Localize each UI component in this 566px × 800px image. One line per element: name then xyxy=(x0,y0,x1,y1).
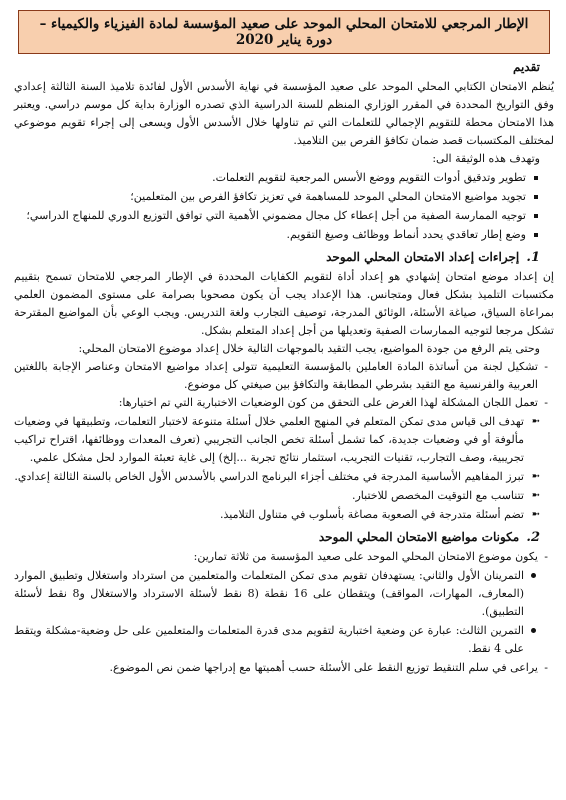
section1-heading xyxy=(14,249,540,266)
section2-heading-text: مكونات مواضيع الامتحان المحلي الموحد xyxy=(318,530,520,544)
list-item: - تعمل اللجان المشكلة لهذا الغرض على التحقق من كون الوضعيات الاختبارية التي تم اختيارها: xyxy=(14,394,554,412)
dot-bullet-icon xyxy=(531,628,536,633)
dash-bullet-icon: - xyxy=(544,360,548,373)
list-item: ➼ تضم أسئلة متدرجة في الصعوبة مصاغة بأسلوب في متناول التلاميذ. xyxy=(14,506,554,524)
aims-list xyxy=(14,169,554,244)
dash-bullet-icon: - xyxy=(544,661,548,674)
list-item: - يراعى في سلم التنقيط توزيع النقط على الأسئلة حسب أهميتها مع إدراجها ضمن نص الموضوع. xyxy=(14,659,554,677)
dash-bullet-icon: - xyxy=(544,396,548,409)
section1-heading-text: إجراءات إعداد الامتحان المحلي الموحد xyxy=(326,250,520,264)
list-item: وضع إطار تعاقدي يحدد أنماط ووظائف وصيغ التقويم. xyxy=(14,226,554,244)
list-item: ➼ تهدف الى قياس مدى تمكن المتعلم في المنهج العلمي خلال أسئلة متنوعة لاختبار التعلمات، وتطبيقها في وضعيات مألوفة أو في وضعيات جديدة، كما تشمل أسئلة تخص الجانب التجريبي (تعرف المعدات ووظائفها، اقتراح تراكيب تجريبية، وصف التجارب، تقنيات التجريب، استثمار نتائج تجربة ...إلخ) إلى غاية تعبئة الموارد لحل مشكل علمي. xyxy=(14,415,540,464)
square-bullet-icon xyxy=(534,214,538,218)
dash-bullet-icon: - xyxy=(544,550,548,563)
square-bullet-icon xyxy=(534,176,538,180)
section1-paragraph: إن إعداد موضع امتحان إشهادي هو إعداد أداة لتقويم الكفايات المحددة في الإطار المرجعي للامتحان تسمح بتقييم مكتسبات التلميذ بشكل فعال ومتجانس. هذا الإعداد يجب أن يكون مصحوبا بصرامة على مستوى المضمون العلمي بمراعاة السياق، صياغة الأسئلة، الوثائق المدرجة، توصيف التجارب ولغة التدريس. ويجب الوعي بأن المواضيع المقترحة تشكل مرجعا لتوجيه الممارسات الصفية وتعديلها من أجل إعداد المتعلم بشكل. xyxy=(14,270,554,337)
section2-number: 2. xyxy=(526,530,540,545)
arrow-bullet-icon: ➼ xyxy=(531,509,540,520)
intro-heading-text: تقديم xyxy=(512,60,540,74)
exercises-list xyxy=(14,567,554,658)
list-item: تطوير وتدقيق أدوات التقويم ووضع الأسس المرجعية لتقويم التعلمات. xyxy=(14,169,554,187)
document-title: الإطار المرجعي للامتحان المحلي الموحد على صعيد المؤسسة لمادة الفيزياء والكيمياء – دورة يناير 2020 xyxy=(18,10,550,54)
list-item: ➼ تبرز المفاهيم الأساسية المدرجة في مختلف أجزاء البرنامج الدراسي بالأسدس الأول الخاص بالسنة الثالثة إعدادي. xyxy=(14,468,554,486)
aims-lead: وتهدف هذه الوثيقة الى: xyxy=(432,152,540,165)
intro-paragraph: يُنظم الامتحان الكتابي المحلي الموحد على صعيد المؤسسة في نهاية الأسدس الأول لفائدة تلاميذ السنة الثالثة إعدادي وفق التواريخ المحددة في المقرر الوزاري المنظم للسنة الدراسية الذي تصدره الوزارة بداية كل موسم دراسي. ويعتبر هذا الامتحان محطة للتقويم الإجمالي للتعلمات التي تم تناولها خلال الأسدس الأول ويسعى إلى إجراء تقويم موضوعي لمختلف المكتسبات قصد ضمان تكافؤ الفرص بين التلاميذ. xyxy=(14,80,554,147)
criteria-list xyxy=(14,413,554,524)
intro-heading xyxy=(14,59,540,76)
section1-number: 1. xyxy=(526,250,540,265)
list-item: توجيه الممارسة الصفية من أجل إعطاء كل مجال مضموني الأهمية التي توافق التوزيع الدوري للمنهاج الدراسي؛ xyxy=(14,207,554,225)
list-item: ➼ تتناسب مع التوقيت المخصص للاختبار. xyxy=(14,487,554,505)
list-item: التمرين الثالث: عبارة عن وضعية اختبارية لتقويم مدى قدرة المتعلمات والمتعلمين على حل وضعية-مشكلة ويتقط على 4 نقط. xyxy=(14,622,554,658)
section1-lead: وحتى يتم الرفع من جودة المواضيع، يجب التقيد بالموجهات التالية خلال إعداد موضوع الامتحان المحلي: xyxy=(78,342,540,355)
list-item: تجويد مواضيع الامتحان المحلي الموحد للمساهمة في تعزيز تكافؤ الفرص بين المتعلمين؛ xyxy=(14,188,554,206)
document-page xyxy=(14,10,554,677)
arrow-bullet-icon: ➼ xyxy=(531,490,540,501)
list-item: - تشكيل لجنة من أساتذة المادة العاملين بالمؤسسة التعليمية تتولى إعداد مواضيع الامتحان وعناصر الإجابة باللغتين العربية والفرنسية مع التقيد بشرطي المطابقة والتكافؤ بين صيغتي كل موضوع. xyxy=(14,360,548,391)
square-bullet-icon xyxy=(534,195,538,199)
list-item: - يكون موضوع الامتحان المحلي الموحد على صعيد المؤسسة من ثلاثة تمارين: xyxy=(14,548,554,566)
list-item: التمرينان الأول والثاني: يستهدفان تقويم مدى تمكن المتعلمات والمتعلمين من استرداد واستغلال وتطبيق الموارد (المعارف، المهارات، المواقف) ويتقطان على 16 نقطة (8 نقط لأسئلة الاسترداد والاستغلال و8 نقط لأسئلة التطبيق). xyxy=(14,567,554,621)
dot-bullet-icon xyxy=(531,573,536,578)
square-bullet-icon xyxy=(534,233,538,237)
arrow-bullet-icon: ➼ xyxy=(531,416,540,427)
arrow-bullet-icon: ➼ xyxy=(531,471,540,482)
section2-heading xyxy=(14,529,540,546)
